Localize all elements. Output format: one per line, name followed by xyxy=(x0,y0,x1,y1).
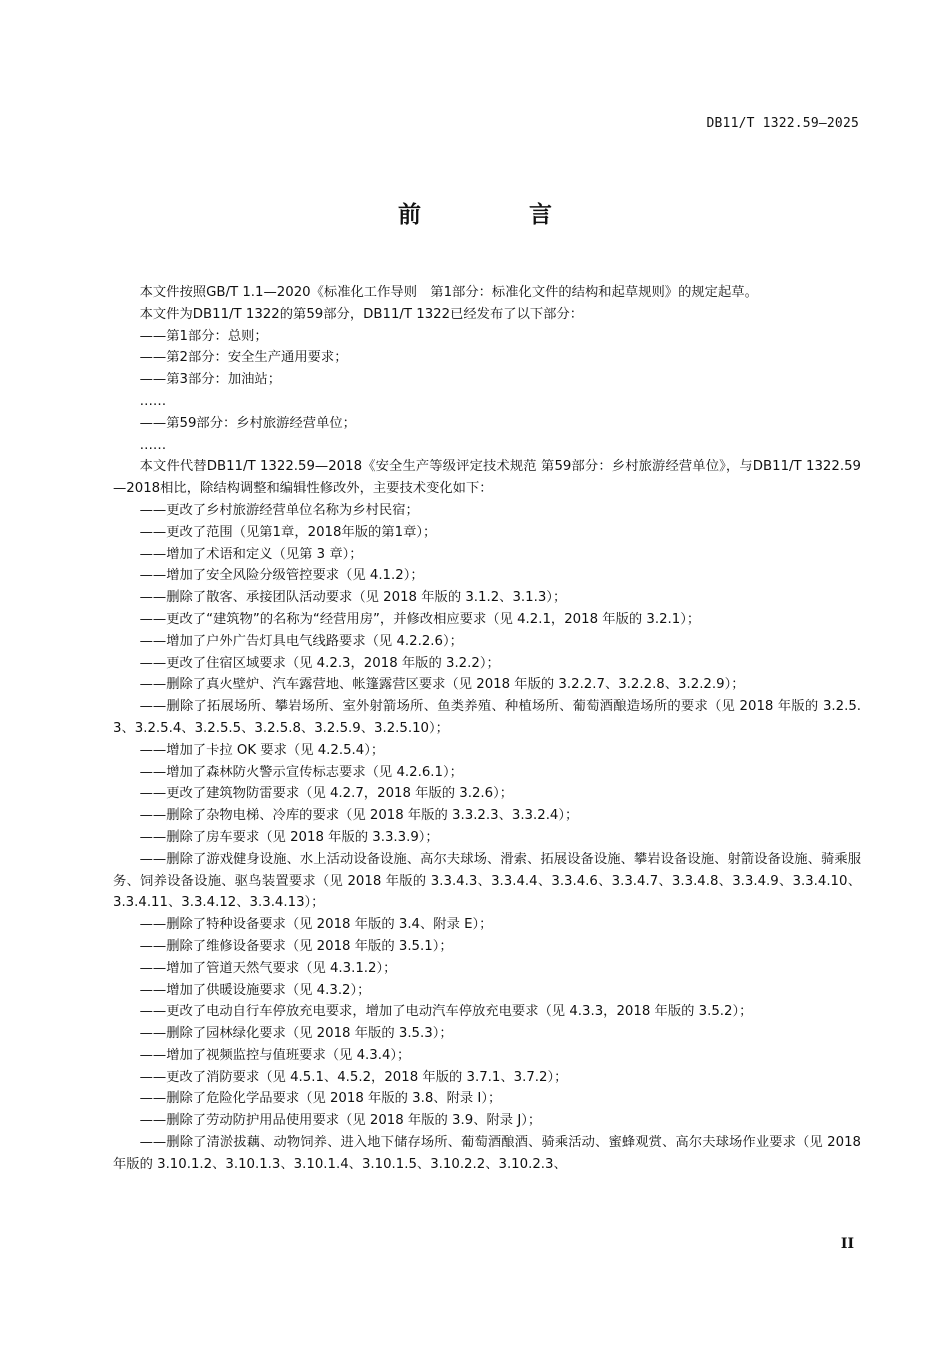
list-item: ——更改了范围（见第1章，2018年版的第1章）； xyxy=(139,524,437,540)
paragraph: 本文件为DB11/T 1322的第59部分，DB11/T 1322已经发布了以下部分： xyxy=(139,306,584,322)
list-item: ——更改了“建筑物”的名称为“经营用房”，并修改相应要求（见 4.2.1，2018 年版的 3.2.1）； xyxy=(139,611,701,627)
ellipsis: …… xyxy=(139,393,167,409)
paragraph: 本文件代替DB11/T 1322.59—2018《安全生产等级评定技术规范 第59部分：乡村旅游经营单位》，与DB11/T 1322.59—2018相比，除结构调整和编辑性修改外，主要技术变化如下： xyxy=(113,459,861,497)
list-item: ——删除了杂物电梯、冷库的要求（见 2018 年版的 3.3.2.3、3.3.2.4）； xyxy=(139,808,579,824)
list-item: ——删除了真火壁炉、汽车露营地、帐篷露营区要求（见 2018 年版的 3.2.2.7、3.2.2.8、3.2.2.9）； xyxy=(139,677,745,693)
list-item: ——删除了维修设备要求（见 2018 年版的 3.5.1）； xyxy=(139,938,453,954)
list-item: ——增加了供暖设施要求（见 4.3.2）； xyxy=(139,982,371,998)
list-item: ——更改了乡村旅游经营单位名称为乡村民宿； xyxy=(139,502,419,518)
list-item: ——更改了电动自行车停放充电要求，增加了电动汽车停放充电要求（见 4.3.3，2018 年版的 3.5.2）； xyxy=(139,1004,753,1020)
list-item: ——增加了卡拉 OK 要求（见 4.2.5.4）； xyxy=(139,742,385,758)
list-item: ——增加了术语和定义（见第 3 章）； xyxy=(139,546,363,562)
list-item: ——第3部分：加油站； xyxy=(139,372,282,388)
document-code: DB11/T 1322.59—2025 xyxy=(706,116,859,131)
ellipsis: …… xyxy=(139,437,167,453)
list-item: ——增加了视频监控与值班要求（见 4.3.4）； xyxy=(139,1047,411,1063)
list-item: ——删除了房车要求（见 2018 年版的 3.3.3.9）； xyxy=(139,829,439,845)
list-item: ——更改了消防要求（见 4.5.1、4.5.2，2018 年版的 3.7.1、3.7.2）； xyxy=(139,1069,568,1085)
list-item: ——删除了散客、承接团队活动要求（见 2018 年版的 3.1.2、3.1.3）； xyxy=(139,590,567,606)
list-item: ——第2部分：安全生产通用要求； xyxy=(139,350,348,366)
list-item: ——增加了安全风险分级管控要求（见 4.1.2）； xyxy=(139,568,424,584)
list-item: ——删除了清淤拔藕、动物饲养、进入地下储存场所、葡萄酒酿酒、骑乘活动、蜜蜂观赏、高尔夫球场作业要求（见 2018 年版的 3.10.1.2、3.10.1.3、3.10.1.4、3.10.1.5、3.10.2.2、3.10.2.3、 xyxy=(113,1135,861,1172)
paragraph: 本文件按照GB/T 1.1—2020《标准化工作导则 第1部分：标准化文件的结构和起草规则》的规定起草。 xyxy=(139,285,758,300)
page-number: II xyxy=(840,1236,854,1252)
foreword-body xyxy=(113,282,861,1176)
list-item: ——删除了拓展场所、攀岩场所、室外射箭场所、鱼类养殖、种植场所、葡萄酒酿造场所的要求（见 2018 年版的 3.2.5.3、3.2.5.4、3.2.5.5、3.2.5.8、3.2.5.9、3.2.5.10）； xyxy=(113,699,861,736)
list-item: ——增加了管道天然气要求（见 4.3.1.2）； xyxy=(139,960,397,976)
list-item: ——删除了特种设备要求（见 2018 年版的 3.4、附录 E）； xyxy=(139,917,493,933)
list-item: ——删除了游戏健身设施、水上活动设备设施、高尔夫球场、滑索、拓展设备设施、攀岩设备设施、射箭设备设施、骑乘服务、饲养设备设施、驱鸟装置要求（见 2018 年版的 3.3.4.3、3.3.4.4、3.3.4.6、3.3.4.7、3.3.4.8、3.3.4.9、3.3.4.10、3.3.4.11、3.3.4.12、3.3.4.13）； xyxy=(113,851,861,911)
list-item: ——更改了建筑物防雷要求（见 4.2.7，2018 年版的 3.2.6）； xyxy=(139,786,514,802)
list-item: ——增加了户外广告灯具电气线路要求（见 4.2.2.6）； xyxy=(139,633,463,649)
page-title: 前 言 xyxy=(397,201,602,228)
list-item: ——第1部分：总则； xyxy=(139,328,268,344)
list-item: ——删除了园林绿化要求（见 2018 年版的 3.5.3）； xyxy=(139,1026,453,1042)
list-item: ——第59部分：乡村旅游经营单位； xyxy=(139,415,356,431)
list-item: ——更改了住宿区域要求（见 4.2.3，2018 年版的 3.2.2）； xyxy=(139,655,500,671)
list-item: ——增加了森林防火警示宣传标志要求（见 4.2.6.1）； xyxy=(139,764,463,780)
list-item: ——删除了劳动防护用品使用要求（见 2018 年版的 3.9、附录 J）； xyxy=(139,1113,542,1129)
list-item: ——删除了危险化学品要求（见 2018 年版的 3.8、附录 I）； xyxy=(139,1091,502,1107)
